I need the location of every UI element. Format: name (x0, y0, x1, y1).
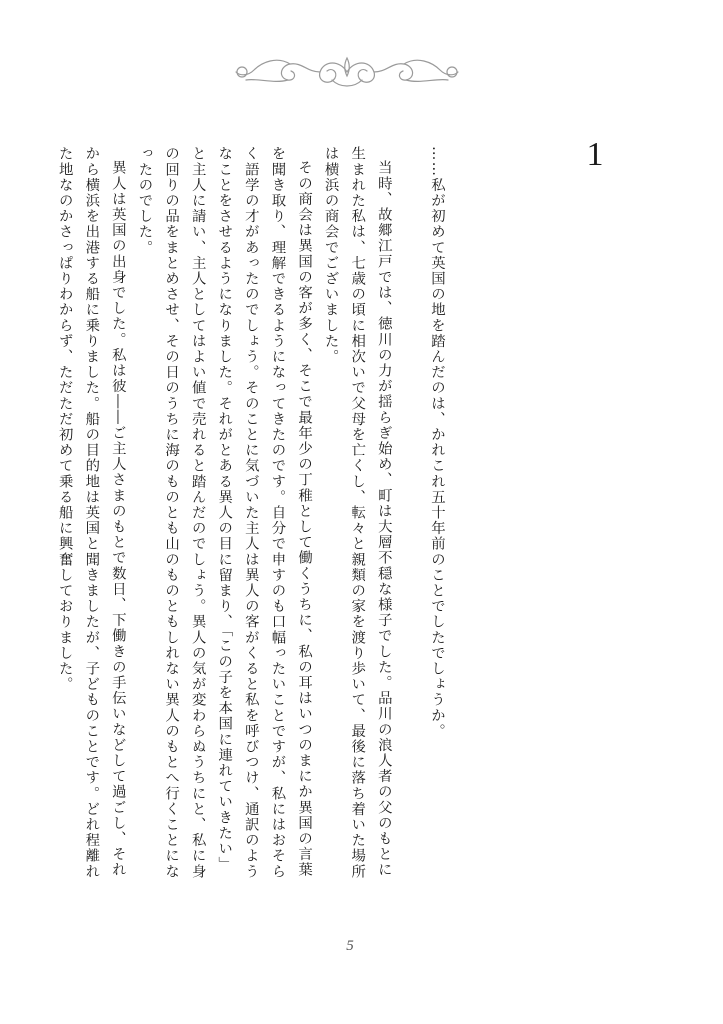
page-number: 5 (346, 938, 354, 954)
paragraph: その商会は異国の客が多く、そこで最年少の丁稚として働くうちに、私の耳はいつのまにか異国の言葉を聞き取り、理解できるようになってきたのです。自分で申すのも口幅ったいことですが、私にはおそらく語学の才があったのでしょう。そのことに気づいた主人は異人の客がくると私を呼びつけ、通訳のようなことをさせるようになりました。それがとある異人の目に留まり、「この子を本国に連れていきたい」と主人に請い、主人としてはよい値で売れると踏んだのでしょう。異人の気が変わらぬうちにと、私に身の回りの品をまとめさせ、その日のうちに海のものとも山のものともしれない異人のもとへ行くことになったのでした。 (136, 146, 313, 880)
body-text (56, 146, 450, 886)
paragraph: 当時、故郷江戸では、徳川の力が揺らぎ始め、町は大層不穏な様子でした。品川の浪人者の父のもとに生まれた私は、七歳の頃に相次いで父母を亡くし、転々と親類の家を渡り歩いて、最後に落ち着いた場所は横浜の商会でございました。 (322, 146, 392, 880)
flourish-ornament-icon (232, 50, 462, 94)
paragraph: ……私が初めて英国の地を踏んだのは、かれこれ五十年前のことでしたでしょうか。 (429, 146, 445, 739)
paragraph: 異人は英国の出身でした。私は彼――ご主人さまのもとで数日、下働きの手伝いなどして過ごし、それから横浜を出港する船に乗りました。船の目的地は英国と聞きましたが、子どものことです。どれ程離れた地なのかさっぱりわからず、ただただ初めて乗る船に興奮しておりました。 (56, 146, 126, 880)
chapter-number: 1 (586, 136, 604, 173)
